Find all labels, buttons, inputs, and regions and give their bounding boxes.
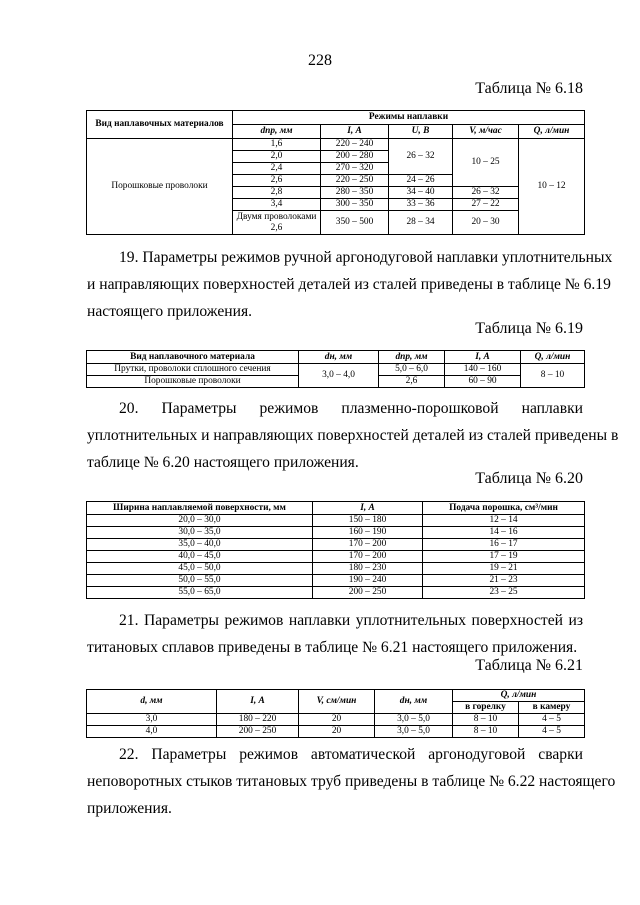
paragraph-19 [87,244,613,325]
cell-feed: 23 – 25 [423,587,585,599]
paragraph-line: титановых сплавов приведены в таблице № 6.21 настоящего приложения. [87,639,578,656]
col-header-chamber: в камеру [519,702,585,714]
cell-d: 3,0 [87,714,217,726]
cell-feed: 12 – 14 [423,515,585,527]
cell-width: 20,0 – 30,0 [87,515,313,527]
cell-width: 55,0 – 65,0 [87,587,313,599]
cell-u: 33 – 36 [389,199,453,211]
col-header-d: dпр, мм [233,125,321,139]
cell-q: 10 – 12 [519,139,585,235]
col-header-dn: dн, мм [299,351,379,364]
cell-q-chamber: 4 – 5 [519,726,585,738]
paragraph-line: 19. Параметры режимов ручной аргонодуговой наплавки уплотнительных [119,249,613,266]
cell-v: 10 – 25 [453,139,519,187]
col-header-i: I, А [445,351,521,364]
paragraph-line: уплотнительных и направляющих поверхностей деталей из сталей приведены в [87,427,619,444]
cell-v: 27 – 22 [453,199,519,211]
cell-u: 34 – 40 [389,187,453,199]
paragraph-21 [87,607,583,661]
cell-i: 190 – 240 [313,575,423,587]
table-row [87,726,585,738]
col-header-v: V, см/мин [299,690,375,714]
cell-i: 170 – 200 [313,551,423,563]
cell-dn: 3,0 – 4,0 [299,364,379,388]
cell-d: 3,4 [233,199,321,211]
cell-v: 20 – 30 [453,211,519,235]
cell-d: 2,8 [233,187,321,199]
cell-feed: 16 – 17 [423,539,585,551]
cell-i: 280 – 350 [321,187,389,199]
table-6-19-label: Таблица № 6.19 [475,320,583,337]
cell-q-torch: 8 – 10 [453,726,519,738]
cell-material: Прутки, проволоки сплошного сечения [87,364,299,376]
cell-feed: 14 – 16 [423,527,585,539]
table-6-18 [86,110,585,235]
cell-v: 20 [299,726,375,738]
table-6-18-label: Таблица № 6.18 [475,80,583,97]
cell-i: 180 – 230 [313,563,423,575]
table-row [87,587,585,599]
cell-v: 26 – 32 [453,187,519,199]
cell-d: Двумя проволоками 2,6 [233,211,321,235]
paragraph-line: таблице № 6.20 настоящего приложения. [87,454,359,471]
cell-i: 140 – 160 [445,364,521,376]
cell-v: 20 [299,714,375,726]
cell-i: 200 – 250 [217,726,299,738]
col-header-i: I, А [321,125,389,139]
cell-width: 30,0 – 35,0 [87,527,313,539]
cell-i: 150 – 180 [313,515,423,527]
cell-width: 35,0 – 40,0 [87,539,313,551]
paragraph-20 [87,395,619,476]
col-header-i: I, А [217,690,299,714]
table-row [87,527,585,539]
cell-q-chamber: 4 – 5 [519,714,585,726]
cell-feed: 19 – 21 [423,563,585,575]
cell-width: 50,0 – 55,0 [87,575,313,587]
table-row [87,714,585,726]
paragraph-line: приложения. [87,800,172,817]
cell-i: 300 – 350 [321,199,389,211]
cell-i: 200 – 280 [321,151,389,163]
cell-dn: 3,0 – 5,0 [375,714,453,726]
cell-u: 26 – 32 [389,139,453,175]
cell-i: 220 – 250 [321,175,389,187]
col-header-modes: Режимы наплавки [233,111,585,125]
cell-d: 4,0 [87,726,217,738]
cell-d: 1,6 [233,139,321,151]
paragraph-line: неповоротных стыков титановых труб приведены в таблице № 6.22 настоящего [87,773,616,790]
cell-d: 2,0 [233,151,321,163]
cell-feed: 21 – 23 [423,575,585,587]
col-header-q: Q, л/мин [519,125,585,139]
cell-dpr: 5,0 – 6,0 [379,364,445,376]
cell-d: 2,6 [233,175,321,187]
cell-i: 180 – 220 [217,714,299,726]
paragraph-line: 20. Параметры режимов плазменно-порошковой наплавки [119,400,583,417]
table-6-21 [86,689,585,738]
cell-q-torch: 8 – 10 [453,714,519,726]
cell-i: 170 – 200 [313,539,423,551]
paragraph-line: и направляющих поверхностей деталей из сталей приведены в таблице № 6.19 [87,276,611,293]
cell-q: 8 – 10 [521,364,585,388]
col-header-u: U, В [389,125,453,139]
col-header-v: V, м/час [453,125,519,139]
col-header-q: Q, л/мин [521,351,585,364]
table-6-19 [86,350,585,388]
table-6-21-label: Таблица № 6.21 [475,657,583,674]
col-header-q: Q, л/мин [453,690,585,702]
col-header-torch: в горелку [453,702,519,714]
paragraph-line: настоящего приложения. [87,303,253,320]
table-row [87,563,585,575]
cell-width: 45,0 – 50,0 [87,563,313,575]
cell-dpr: 2,6 [379,376,445,388]
table-6-20-label: Таблица № 6.20 [475,470,583,487]
paragraph-line: 21. Параметры режимов наплавки уплотнительных поверхностей из [119,612,583,629]
cell-i: 220 – 240 [321,139,389,151]
col-header-material: Вид наплавочных материалов [87,111,233,139]
cell-i: 60 – 90 [445,376,521,388]
table-6-20 [86,501,585,599]
page-number: 228 [308,52,332,69]
col-header-dpr: dпр, мм [379,351,445,364]
col-header-i: I, А [313,502,423,515]
col-header-d: d, мм [87,690,217,714]
cell-i: 200 – 250 [313,587,423,599]
cell-i: 160 – 190 [313,527,423,539]
cell-width: 40,0 – 45,0 [87,551,313,563]
col-header-feed: Подача порошка, см³/мин [423,502,585,515]
col-header-material: Вид наплавочного материала [87,351,299,364]
cell-i: 270 – 320 [321,163,389,175]
cell-dn: 3,0 – 5,0 [375,726,453,738]
table-row [87,575,585,587]
table-row [87,539,585,551]
material-cell: Порошковые проволоки [87,139,233,235]
paragraph-line: 22. Параметры режимов автоматической аргонодуговой сварки [119,746,583,763]
cell-d: 2,4 [233,163,321,175]
cell-material: Порошковые проволоки [87,376,299,388]
paragraph-22 [87,741,616,822]
cell-u: 24 – 26 [389,175,453,187]
col-header-width: Ширина наплавляемой поверхности, мм [87,502,313,515]
cell-i: 350 – 500 [321,211,389,235]
cell-u: 28 – 34 [389,211,453,235]
table-row [87,551,585,563]
col-header-dn: dн, мм [375,690,453,714]
table-row [87,515,585,527]
cell-feed: 17 – 19 [423,551,585,563]
